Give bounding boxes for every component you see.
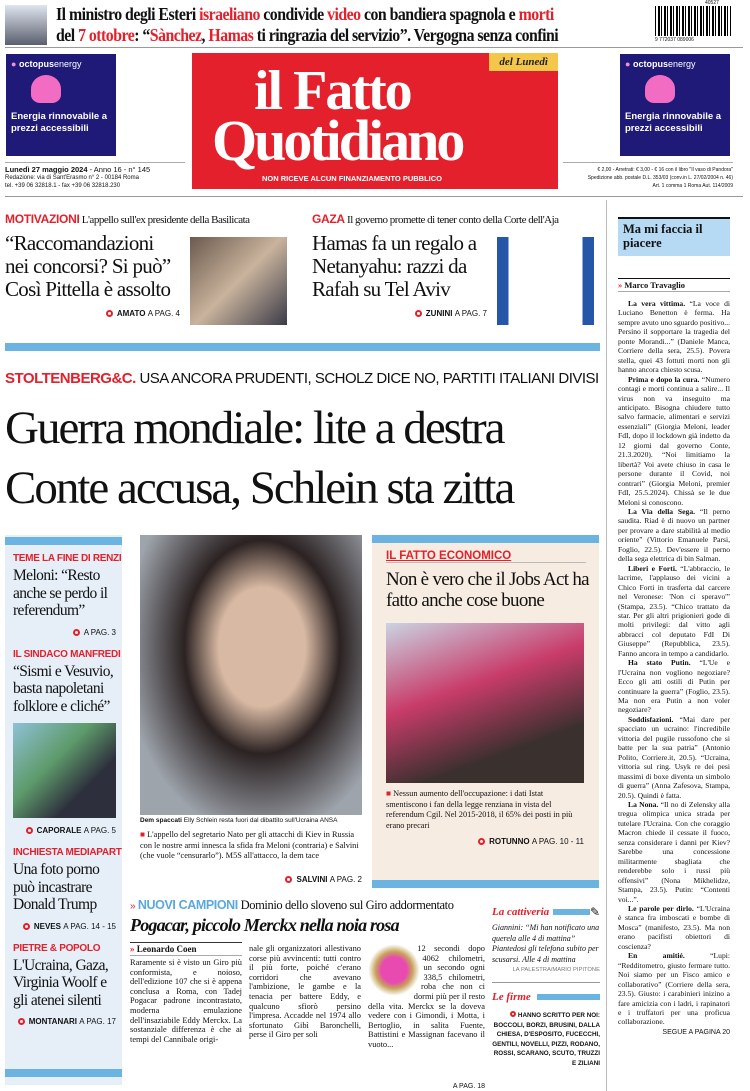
sidebar-story[interactable] [5,935,122,1031]
paragraph-text: “La voce di Luciano Benetton è ferma. Ha sempre avuto uno sguardo positivo... Persino il sopportare la tragedia del ponte Morandi...” (Daniele Manca, Corriere della sera, 25.5). Povera stella, quei 43 fottuti morti non gli hanno ancora chiesto scusa. [618,299,730,375]
column-3: 12 secondi dopo 4062 chilometri, un secondo ogni 338,5 chilometri, roba che non ci dormi più per il resto della vita. Merckx se la doveva vedere con i Gimondi, i Motta, i Bertoglio, in salita Fuente, Battistini e Massignan facevano il vuoto... [368,944,485,1049]
paragraph-text: “Lupi: “Redditometro, giusto fermare tutto. Noi siamo per un Fisco amico e collaborativo” (Corriere della sera, 23.5). Giusto: i carabinieri inizino a fare amicizia con i ladri, i rapinatori e i truffatori per una proficua collaborazione. [618,951,730,1027]
cattiveria-credit: LA PALESTRA/MARIO PIPITONE [512,967,600,973]
pogacar-photo [368,944,420,996]
headline-line1: Guerra mondiale: lite a destra [5,402,504,454]
kicker: IL SINDACO MANFREDI [13,648,121,660]
paragraph-text: “L'Ucraina è stanca fra imboscati e bombe di Mosca” (manifesto, 23.5). Ma non erano pacifisti obiettori di coscienza? [618,904,730,951]
manfredi-photo [13,723,116,818]
paragraph-text: “L'Ue e l'Ucraina non vogliono negoziare? Ecco gli atti ostili di Putin per continuare la guerra” (Foglio, 23.5). Ma non era Putin a non voler negoziare? [618,658,731,715]
blue-bar [372,535,599,543]
paragraph-title: Ha stato Putin. [628,658,691,668]
summary-text: Nessun aumento dell'occupazione: i dati Istat smentiscono i fan della legge renziana in vista del referendum Cgil. Nel 2015-2018, il 65% dei posti in più erano precari [386,789,573,830]
kicker: PIETRE & POPOLO [13,942,101,954]
headline: Hamas fa un regalo a Netanyahu: razzi da Rafah su Tel Aviv [312,231,477,301]
headline-segment: video [327,4,361,24]
paragraph-text: “Mai dare per spacciato un ucraino: l'incredibile vittoria del pugile russofono che si batte per la sua patria” (Antonio Polito, Corriere.it, 20.5). “Ucraina, vittoria sul ring. Usyk re dei pesi massimi di boxe diventa un simbolo di guerra” (Anna Zafesova, Stampa, 20.5). Quindi è fatta. [618,714,730,800]
column-body [618,299,730,1027]
column-paragraph [618,375,730,507]
caption-text: Elly Schlein resta fuori dal dibattito sull'Ucraina [183,817,319,824]
paragraph-title: La Nona. [628,800,659,810]
author: MONTANARI [28,1017,77,1026]
kicker: MOTIVAZIONI [5,212,80,226]
barcode-number: 9 772037 089006 [655,37,694,43]
column-paragraph [618,299,730,375]
byline: » Leonardo Coen [130,942,242,956]
page: A PAG. 3 [83,627,116,637]
headline-segment: , [201,25,209,45]
main-kicker-line [5,370,600,387]
top-headline-line1 [56,4,558,25]
page-ref[interactable] [13,628,116,637]
caption-bold: Dem spaccati [140,817,182,824]
tagline: NON RICEVE ALCUN FINANZIAMENTO PUBBLICO [262,174,442,183]
circle-icon [478,838,485,845]
divider [606,200,607,1091]
blue-bar [372,880,599,888]
story-pittella[interactable] [5,213,295,318]
author: NEVES [33,921,61,931]
column-paragraph [618,951,730,1027]
column-2: nale gli organizzatori allestivano corse più avvincenti: tutti contro il più forte, poiché c'erano corridori che avevano l'ambizione, le gambe e la tenacia per battere Eddy, e qualcuno sfiorò persino l'impresa. Accadde nel 1974 allo sfortunato Gibì Baronchelli, perse il Giro per soli [249,944,361,1040]
circle-icon [73,629,80,636]
paragraph-title: La Via della Sega. [628,506,696,516]
kicker: STOLTENBERG&C. [5,370,136,387]
page-ref[interactable] [5,309,180,318]
circle-icon [285,876,292,883]
page: A PAG. 4 [147,309,180,318]
photo-caption [140,817,365,824]
circle-icon [415,310,422,317]
summary-text: L'appello del segretario Nato per gli attacchi di Kiev in Russia con le nostre armi innesca la sfida fra Meloni (contraria) e Salvini (che vuole “censurarlo”). M5S all'attacco, la dem tace [140,830,359,860]
top-headline-line2 [56,25,558,46]
paragraph-text: “Il perno saudita. Riad è di nuovo un partner per provare a dare stabilità al medio oriente” (Vittorio Emanuele Parsi, Foglio, 22.5). Dev'essere il perno della sega elettrica di bin Salman. [618,506,730,564]
headline: Pogacar, piccolo Merckx nella noia rosa [130,915,399,935]
byline: » Marco Travaglio [618,278,730,292]
page: A PAG. 10 - 11 [531,837,584,846]
headline: “Sismi e Vesuvio, basta napoletani folklore e cliché” [13,662,114,715]
circle-icon [26,827,33,834]
octopus-mascot-icon [31,75,61,103]
headline-segment: morti [518,4,554,24]
author: CAPORALE [36,826,82,835]
deck: L'appello sull'ex presidente della Basilicata [81,214,250,226]
page: A PAG. 14 - 15 [63,921,116,931]
author: Marco Travaglio [624,280,686,290]
firme-title: Le firme [492,991,531,1003]
pogacar-story[interactable]: » NUOVI CAMPIONI Dominio dello sloveno sul Giro addormentato Pogacar, piccolo Merckx nella noia rosa » Leonardo Coen Raramente si è visto un Giro più conformista, e noioso, dell'edizione 107 che si è appena conclusa a Roma, con Tadej Pogacar padrone incontrastato, moderna emulazione dell'insaziabile Eddy Merckx. La sostanziale differenza è che ai tempi del Cannibale origi- nale gli organizzatori allestivano corse più avvincenti: tutti contro il più forte, poiché c'erano corridori che avevano l'ambizione, le gambe e la tenacia per battere Eddy, e qualcuno sfiorò persino l'impresa. Accadde nel 1974 allo sfortunato Gibì Baronchelli, perse il Giro per soli 12 secondi dopo 4062 chilometri, un secondo ogni 338,5 chilometri, roba che non ci dormi più per il resto della vita. Merckx se la doveva vedere con i Gimondi, i Motta, i Bertoglio, in salita Fuente, Battistini e Massignan facevano il vuoto... A PAG. 18 [130,898,485,1090]
gun-icon: ✎ [589,905,600,919]
page: A PAG. 5 [83,826,116,835]
paragraph-text: “L'abbraccio, le lacrime, l'applauso dei vicini a Chico Forti in trasferta dal carcere nel Veronese: 'Non ci speravo'” (Stampa, 23.5). “Chico trattato da star. Per gli altri prigionieri gode di molti privilegi: dal vitto agli abbracci col deputato FdI Di Giuseppe” (Repubblica, 23.5). Fanno ancora in tempo a candidarlo. [618,563,730,658]
blue-bar [5,343,600,351]
ad-brand-b: energy [667,59,696,69]
price: € 2,00 - Arretrati: € 3,00 - € 16 con il libro "Il vaso di Pandora" [597,167,733,173]
page-ref[interactable] [386,837,584,846]
continued-ref[interactable]: SEGUE A PAGINA 20 [662,1028,730,1036]
paragraph-text: “Il no di Zelensky alla tregua olimpica unica strada per tutelare l'Ucraina. Con che coraggio Macron chiede il cessate il fuoco, senza considerare i danni per Kiev? Sarebbe una concessione militarmente sbagliata che renderebbe solo i russi più offensivi” (Nona Mikhelidze, Stampa, 23.5). Putin: “Contenti voi...”. [618,800,730,904]
circle-icon [23,923,30,930]
kicker: IL FATTO ECONOMICO [386,550,512,562]
ad-right[interactable] [620,54,730,156]
paragraph-title: Le parole per dirlo. [628,904,694,913]
column-paragraph [618,904,730,951]
ad-text: Energia rinnovabile a prezzi accessibili [625,111,722,134]
headline: “Raccomandazioni nei concorsi? Si può” Così Pittella è assolto [5,231,171,301]
left-sidebar [5,535,122,1085]
paragraph-title: Prima e dopo la cura. [628,374,700,384]
netanyahu-photo [497,237,594,325]
headline-segment: del [56,25,79,45]
issue-number: - Anno 16 - n° 145 [87,165,151,174]
author: Leonardo Coen [136,944,197,954]
cattiveria-text: Giannini: “Mi han notificato una querela alle 4 di mattina” Piantedosi gli telefona subito per scusarsi. Alle 4 di mattina [492,923,600,964]
caption-credit: ANSA [319,817,338,824]
paragraph-title: Liberi e Forti. [628,563,677,573]
cattiveria-title: La cattiveria [492,906,550,918]
kicker: NUOVI CAMPIONI [137,898,238,912]
kicker: INCHIESTA MEDIAPART [13,847,122,858]
ad-text: Energia rinnovabile a prezzi accessibili [11,111,108,134]
column-paragraph [618,507,730,564]
blue-bar [5,1069,122,1077]
issue-info [5,162,185,190]
circle-icon [510,1011,516,1017]
barcode-issue: 40527 [705,0,719,6]
column-title: Ma mi faccia il piacere [618,217,730,256]
author: ZUNINI [425,309,453,318]
ad-brand: octopus [18,59,54,69]
main-summary: ■ L'appello del segretario Nato per gli attacchi di Kiev in Russia con le nostre armi innesca la sfida fra Meloni (contraria) e Salvini (che vuole “censurarlo”). M5S all'attacco, la dem tace [140,830,359,860]
headline-line2: Conte accusa, Schlein sta zitta [5,462,514,514]
paragraph-title: Soddisfazioni. [628,714,674,724]
blue-bar [5,537,122,545]
headline-segment: israeliano [199,4,260,24]
postal2: Art. 1 comma 1 Roma Aut. 114/2009 [652,183,733,189]
headline: Non è vero che il Jobs Act ha fatto anche cose buone [386,569,589,611]
logo-line2: Quotidiano [212,108,463,173]
column-paragraph [618,658,730,715]
paragraph-title: La vera vittima. [628,299,686,308]
firme-lead: HANNO SCRITTO PER NOI: [517,1012,600,1019]
headline-segment: Sànchez [149,25,202,45]
page: A PAG. 2 [329,875,362,884]
deck: Dominio dello sloveno sul Giro addormentato [240,898,454,912]
logo-line1: il Fatto [254,60,411,122]
circle-icon [18,1018,25,1025]
protest-photo [386,623,584,783]
sidebar-story[interactable] [5,641,122,840]
octopus-mascot-icon [645,75,675,103]
headline-segment: Hamas [208,25,254,45]
column-paragraph [618,564,730,659]
pittella-photo [190,237,287,325]
page-ref[interactable]: A PAG. 18 [452,1083,485,1090]
page: A PAG. 17 [79,1017,116,1026]
column-3-wrap [368,944,485,1050]
paragraph-text: “Numero contagi e morti continua a salire... Il virus non va inseguito ma anticipato. Bisogna chiudere tutto salvo farmacie, alimentari e servizi essenziali” (Giorgia Meloni, leader FdI, dopo il lockdown già indetto da 12 giorni dal governo Conte, 21.3.2020). “Noi limitiamo la libertà? Voi avete chiuso in casa le persone durante il Covid, noi contrari” (Giorgia Meloni, premier FdI, 25.5.2024). Chissà se le due Meloni si conoscono. [618,374,730,507]
headline-segment: con bandiera spagnola e [360,4,519,24]
page-ref[interactable] [140,875,362,884]
octopus-icon: ● [625,59,631,69]
story-gaza[interactable] [312,213,602,318]
page: A PAG. 7 [454,309,487,318]
divider [5,47,743,48]
summary: ■ Nessun aumento dell'occupazione: i dati Istat smentiscono i fan della legge renziana in vista del referendum Cgil. Nel 2015-2018, il 65% dei posti in più erano precari [386,789,573,830]
ad-brand-b: energy [53,59,82,69]
main-headline[interactable] [5,398,603,518]
schlein-photo [140,535,362,815]
divider [5,196,743,197]
price-info [563,162,733,190]
circle-icon [106,310,113,317]
column-paragraph [618,800,730,904]
masthead-logo [192,53,558,189]
travaglio-column[interactable] [618,217,730,1036]
page-ref[interactable] [13,1017,116,1026]
page-ref[interactable] [312,309,487,318]
top-headline [56,4,558,46]
firme-names: BOCCOLI, BORZI, BRUSINI, DALLA CHIESA, D'ESPOSITO, FUCECCHI, GENTILI, NOVELLI, PIZZI, RODANO, ROSSI, SCARANO, SCUTO, TRUZZI E ZILIANI [492,1021,600,1067]
ad-brand: octopus [632,59,668,69]
edition-badge: del Lunedì [489,53,558,71]
phone: tel. +39 06 32818.1 - fax +39 06 32818.230 [5,183,121,189]
headline-segment: condivide [259,4,328,24]
address: Redazione: via di Sant'Erasmo n° 2 - 00184 Roma [5,175,139,181]
octopus-icon: ● [11,59,17,69]
postal: Spedizione abb. postale D.L. 353/03 (conv.in L. 27/02/2004 n. 46) [587,175,733,181]
firme-list [492,1011,600,1068]
author: AMATO [116,309,146,318]
barcode [655,6,731,36]
ad-left[interactable] [6,54,116,156]
column-paragraph [618,715,730,800]
deck: USA ANCORA PRUDENTI, SCHOLZ DICE NO, PARTITI ITALIANI DIVISI [139,370,599,387]
headline-segment: : “ [134,25,150,45]
headline-segment: Il ministro degli Esteri [56,4,200,24]
author: ROTUNNO [489,837,530,846]
column-1: Raramente si è visto un Giro più conformista, e noioso, dell'edizione 107 che si è appena conclusa a Roma, con Tadej Pogacar padrone incontrastato, moderna emulazione dell'insaziabile Eddy Merckx. La sostanziale differenza è che ai tempi del Cannibale origi- [130,958,242,1044]
headline: Una foto porno può incastrare Donald Trump [13,861,100,913]
sidebar-story[interactable] [5,839,122,935]
headline-segment: 7 ottobre [78,25,135,45]
fatto-economico-box[interactable] [372,535,599,888]
page-ref[interactable] [13,922,116,931]
author: SALVINI [296,875,328,884]
sidebar-story[interactable] [5,545,122,641]
deck: Il governo promette di tener conto della Corte dell'Aja [347,214,559,226]
kicker: GAZA [312,212,345,226]
cattiveria-box [492,905,600,1068]
kicker: TEME LA FINE DI RENZI [13,553,122,564]
headline: L'Ucraina, Gaza, Virginia Woolf e gli atenei silenti [13,956,109,1009]
date: Lunedì 27 maggio 2024 [5,165,88,174]
paragraph-title: En amitié. [628,951,685,961]
page-ref[interactable] [13,826,116,835]
katz-photo [5,5,47,45]
headline-segment: ti ringrazia del servizio”. Vergogna senza confini [253,25,559,45]
headline: Meloni: “Resto anche se perdo il referendum” [13,567,108,619]
